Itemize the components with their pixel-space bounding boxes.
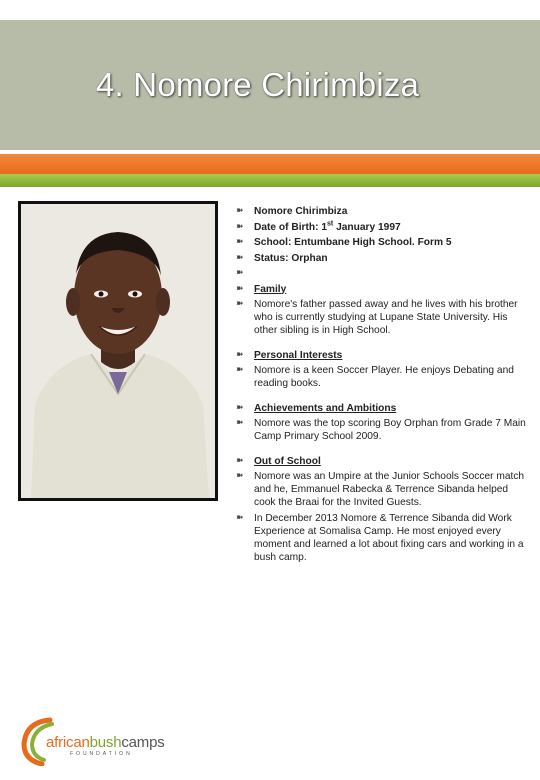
logo-foundation-text: FOUNDATION <box>70 751 133 757</box>
interests-text: Nomore is a keen Soccer Player. He enjoys Debating and reading books. <box>254 365 514 389</box>
green-divider-bar <box>0 174 540 187</box>
arrow-bullet-icon: ➽ <box>236 206 244 216</box>
list-item <box>236 417 526 443</box>
list-item <box>236 349 526 362</box>
list-item <box>236 252 526 265</box>
list-item <box>236 205 526 218</box>
arrow-bullet-icon: ➽ <box>236 299 244 309</box>
out-of-school-text-1: Nomore was an Umpire at the Junior Schools Soccer match and he, Emmanuel Rabecka & Terrence Sibanda helped cook the Braai for the Invited Guests. <box>254 471 525 508</box>
arrow-bullet-icon: ➽ <box>236 283 244 294</box>
status-info: Status: Orphan <box>254 252 328 264</box>
list-item <box>236 221 526 234</box>
arrow-bullet-icon: ➽ <box>236 418 244 428</box>
arrow-bullet-icon: ➽ <box>236 402 244 413</box>
family-heading: Family <box>254 283 287 295</box>
arrow-bullet-icon: ➽ <box>236 221 244 232</box>
list-item <box>236 455 526 468</box>
portrait-illustration <box>21 204 215 498</box>
arrow-bullet-icon: ➽ <box>236 237 244 247</box>
arrow-bullet-icon: ➽ <box>236 365 244 375</box>
date-of-birth: Date of Birth: 1st January 1997 <box>254 220 401 233</box>
list-item <box>236 236 526 249</box>
arrow-bullet-icon: ➽ <box>236 512 244 523</box>
school-info: School: Entumbane High School. Form 5 <box>254 237 452 248</box>
orange-divider-bar <box>0 154 540 174</box>
arrow-bullet-icon: ➽ <box>236 471 244 481</box>
out-of-school-text-2: In December 2013 Nomore & Terrence Sibanda did Work Experience at Somalisa Camp. He most enjoyed every moment and learned a lot about fixing cars and working in a bush camp. <box>254 512 524 563</box>
arrow-bullet-icon: ➽ <box>236 455 244 466</box>
profile-photo <box>18 201 218 501</box>
out-of-school-heading: Out of School <box>254 455 321 467</box>
arrow-bullet-icon: ➽ <box>236 349 244 360</box>
logo-wordmark: africanbushcamps <box>46 734 165 751</box>
interests-heading: Personal Interests <box>254 349 343 361</box>
page-title: 4. Nomore Chirimbiza <box>96 66 420 103</box>
list-item <box>236 402 526 415</box>
list-item <box>236 283 526 296</box>
profile-bullet-list <box>236 205 526 566</box>
list-item-empty <box>236 267 526 280</box>
arrow-bullet-icon: ➽ <box>236 268 244 278</box>
list-item <box>236 298 526 337</box>
list-item <box>236 512 526 564</box>
arrow-bullet-icon: ➽ <box>236 252 244 263</box>
list-item <box>236 364 526 390</box>
african-bush-camps-logo <box>20 714 190 766</box>
list-item <box>236 470 526 509</box>
family-text: Nomore's father passed away and he lives with his brother who is currently studying at Lupane State University. His other sibling is in High School. <box>254 299 518 336</box>
achievements-text: Nomore was the top scoring Boy Orphan from Grade 7 Main Camp Primary School 2009. <box>254 418 526 442</box>
achievements-heading: Achievements and Ambitions <box>254 402 397 414</box>
student-name: Nomore Chirimbiza <box>254 206 348 217</box>
